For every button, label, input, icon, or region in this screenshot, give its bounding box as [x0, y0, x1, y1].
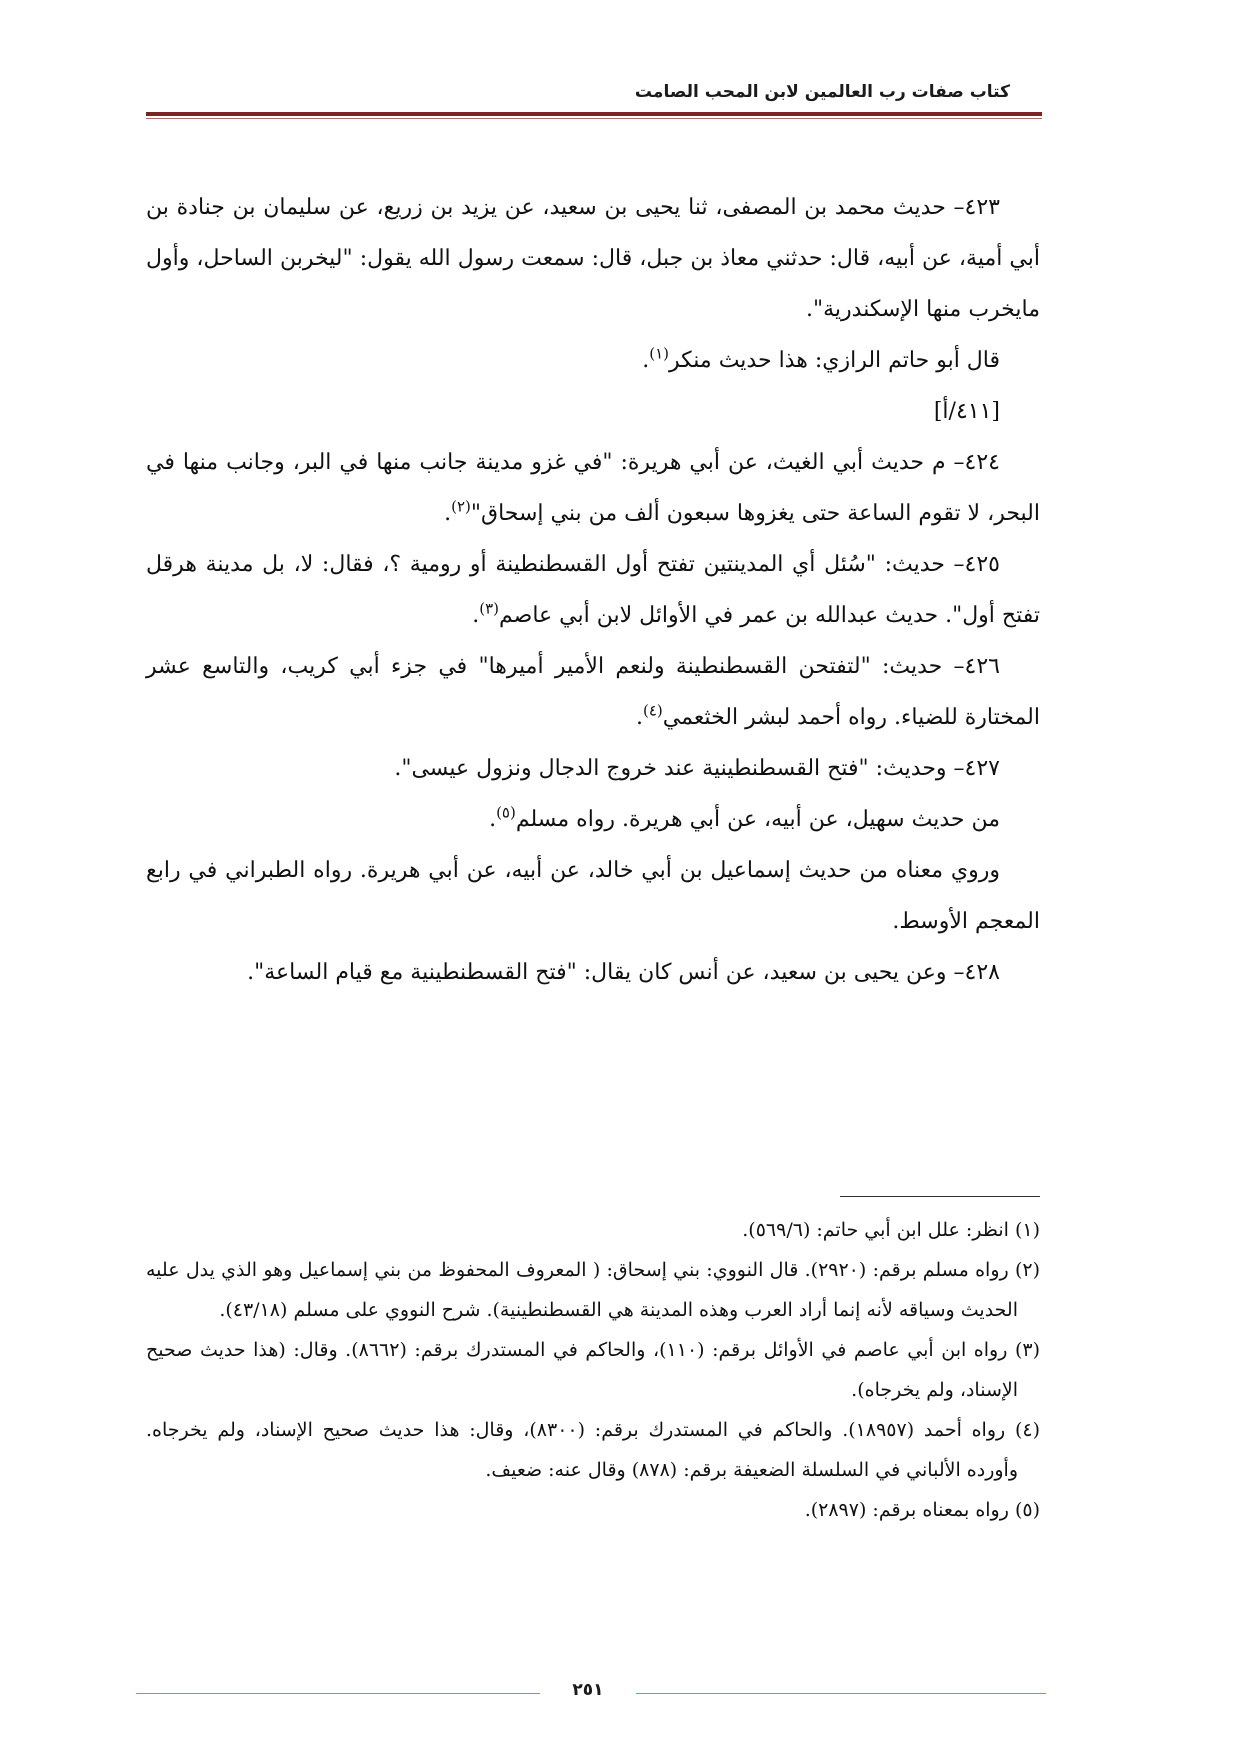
paragraph-text: ٤٢٧– وحديث: "فتح القسطنطينية عند خروج الدجال ونزول عيسى".	[394, 756, 1000, 781]
hadith-424	[146, 437, 1040, 539]
footnote-3: (٣) رواه ابن أبي عاصم في الأوائل برقم: (١١٠)، والحاكم في المستدرك برقم: (٨٦٦٢). وقال: (هذا حديث صحيح الإسناد، ولم يخرجاه).	[146, 1339, 1040, 1401]
paragraph-end: .	[444, 501, 452, 526]
paragraph-text: وروي معناه من حديث إسماعيل بن أبي خالد، عن أبيه، عن أبي هريرة. رواه الطبراني في رابع المعجم الأوسط.	[146, 858, 1040, 934]
abu-hatim-remark	[146, 335, 1040, 386]
running-header	[146, 80, 1042, 120]
footnote-ref[interactable]: (٤)	[642, 701, 663, 720]
footnote-5: (٥) رواه بمعناه برقم: (٢٨٩٧).	[804, 1499, 1040, 1521]
hadith-426	[146, 641, 1040, 743]
paragraph-text: ٤٢٣– حديث محمد بن المصفى، ثنا يحيى بن سعيد، عن يزيد بن زريع، عن سليمان بن جنادة بن أبي أمية، عن أبيه، قال: حدثني معاذ بن جبل، قال: سمعت رسول الله يقول: "ليخربن الساحل، وأول مايخرب منها الإسكندرية".	[146, 195, 1040, 322]
paragraph-end: .	[642, 348, 650, 373]
paragraph-end: .	[472, 603, 480, 628]
paragraph-end: .	[489, 807, 497, 832]
hadith-427	[146, 743, 1040, 794]
footer-rule-right	[636, 1693, 1046, 1694]
folio-marker	[146, 386, 1040, 437]
footnote-ref[interactable]: (٣)	[479, 599, 500, 618]
footer-rule-left	[136, 1693, 540, 1694]
paragraph-end: .	[635, 705, 643, 730]
footnote-1: (١) انظر: علل ابن أبي حاتم: (٥٦٩/٦).	[742, 1219, 1040, 1241]
paragraph-text: قال أبو حاتم الرازي: هذا حديث منكر	[669, 348, 1000, 373]
hadith-427-source	[146, 794, 1040, 845]
hadith-427-variant	[146, 845, 1040, 947]
hadith-423	[146, 182, 1040, 335]
paragraph-text: ٤٢٥– حديث: "سُئل أي المدينتين تفتح أول القسطنطينة أو رومية ؟، فقال: لا، بل مدينة هرقل تفتح أول". حديث عبدالله بن عمر في الأوائل لابن أبي عاصم	[146, 552, 1040, 628]
header-rule-thin	[146, 118, 1042, 119]
footnote-ref[interactable]: (٥)	[496, 803, 516, 822]
main-text	[146, 182, 1040, 998]
hadith-428	[146, 947, 1040, 998]
footnote-2: (٢) رواه مسلم برقم: (٢٩٢٠). قال النووي: بني إسحاق: ( المعروف المحفوظ من بني إسماعيل وهو الذي يدل عليه الحديث وسياقه لأنه إنما أراد العرب وهذه المدينة هي القسطنطينية). شرح النووي على مسلم (٤٣/١٨).	[146, 1259, 1040, 1321]
footnote-4: (٤) رواه أحمد (١٨٩٥٧). والحاكم في المستدرك برقم: (٨٣٠٠)، وقال: هذا حديث صحيح الإسناد، ولم يخرجاه. وأورده الألباني في السلسلة الضعيفة برقم: (٨٧٨) وقال عنه: ضعيف.	[146, 1419, 1041, 1481]
paragraph-text: ٤٢٤– م حديث أبي الغيث، عن أبي هريرة: "في غزو مدينة جانب منها في البر، وجانب منها في البحر، لا تقوم الساعة حتى يغزوها سبعون ألف من بني إسحاق"	[146, 450, 1040, 526]
footnotes	[146, 1210, 1040, 1530]
footnote-separator	[840, 1196, 1040, 1197]
footnote-ref[interactable]: (١)	[649, 344, 669, 363]
page-number: ٢٥١	[572, 1680, 604, 1700]
paragraph-text: من حديث سهيل، عن أبيه، عن أبي هريرة. رواه مسلم	[515, 807, 1000, 832]
paragraph-text: ٤٢٨– وعن يحيى بن سعيد، عن أنس كان يقال: "فتح القسطنطينية مع قيام الساعة".	[247, 960, 1000, 985]
book-title: كتاب صفات رب العالمين لابن المحب الصامت	[634, 82, 1010, 102]
folio-text: [٤١١/أ]	[933, 399, 1000, 424]
header-rule	[146, 112, 1042, 116]
hadith-425	[146, 539, 1040, 641]
footnote-ref[interactable]: (٢)	[451, 497, 471, 516]
paragraph-text: ٤٢٦– حديث: "لتفتحن القسطنطينة ولنعم الأمير أميرها" في جزء أبي كريب، والتاسع عشر المختارة للضياء. رواه أحمد لبشر الخثعمي	[146, 654, 1040, 730]
